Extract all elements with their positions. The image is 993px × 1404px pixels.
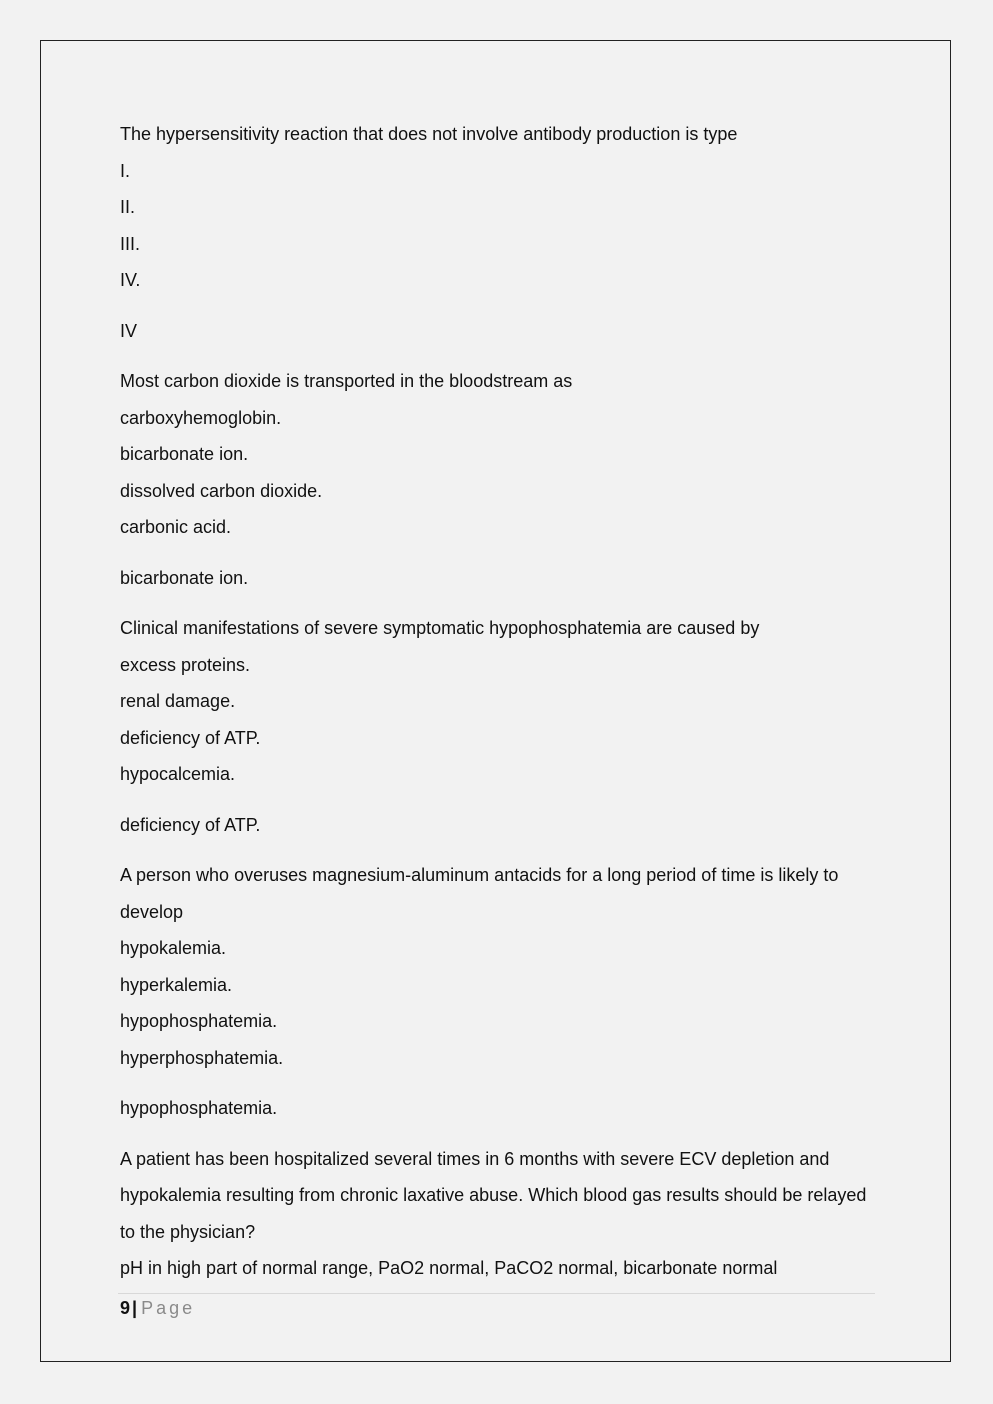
answer-option: I. <box>120 160 131 181</box>
question-stem: Clinical manifestations of severe symptomatic hypophosphatemia are caused by <box>120 618 760 638</box>
answer-option: deficiency of ATP. <box>120 727 261 748</box>
answer-option: carboxyhemoglobin. <box>120 407 282 428</box>
answer-option: II. <box>120 197 136 217</box>
answer-option: IV. <box>120 270 141 290</box>
page-label: Page <box>141 1298 196 1318</box>
answer-option: carbonic acid. <box>120 517 232 537</box>
question-2 <box>120 363 880 546</box>
correct-answer: hypophosphatemia. <box>120 1098 278 1118</box>
correct-answer: bicarbonate ion. <box>120 567 249 588</box>
answer-option: hypocalcemia. <box>120 764 236 784</box>
question-4 <box>120 857 880 1076</box>
page-number: 9 <box>120 1298 131 1318</box>
document-body <box>120 116 880 1301</box>
question-stem: A patient has been hospitalized several times in 6 months with severe ECV depletion and hypokalemia resulting from chronic laxative abuse. Which blood gas results should be relayed to the physician? <box>120 1148 867 1242</box>
answer-option: hypokalemia. <box>120 938 227 958</box>
answer-option: renal damage. <box>120 691 236 711</box>
answer-option: hyperkalemia. <box>120 974 233 995</box>
answer-option: pH in high part of normal range, PaO2 normal, PaCO2 normal, bicarbonate normal <box>120 1258 778 1278</box>
correct-answer: IV <box>120 320 138 341</box>
question-stem: The hypersensitivity reaction that does not involve antibody production is type <box>120 124 738 144</box>
question-stem: A person who overuses magnesium-aluminum antacids for a long period of time is likely to develop <box>120 865 839 922</box>
question-5 <box>120 1141 880 1287</box>
question-3 <box>120 610 880 793</box>
answer-option: bicarbonate ion. <box>120 444 249 464</box>
footer-divider <box>118 1293 875 1294</box>
answer-option: excess proteins. <box>120 654 251 675</box>
answer-option: dissolved carbon dioxide. <box>120 480 323 501</box>
correct-answer: deficiency of ATP. <box>120 814 261 835</box>
answer-option: III. <box>120 233 141 254</box>
footer-separator: | <box>132 1298 138 1318</box>
question-stem: Most carbon dioxide is transported in the bloodstream as <box>120 371 573 391</box>
answer-option: hypophosphatemia. <box>120 1011 278 1031</box>
page-footer <box>120 1297 195 1319</box>
answer-option: hyperphosphatemia. <box>120 1047 284 1068</box>
question-1 <box>120 116 880 299</box>
